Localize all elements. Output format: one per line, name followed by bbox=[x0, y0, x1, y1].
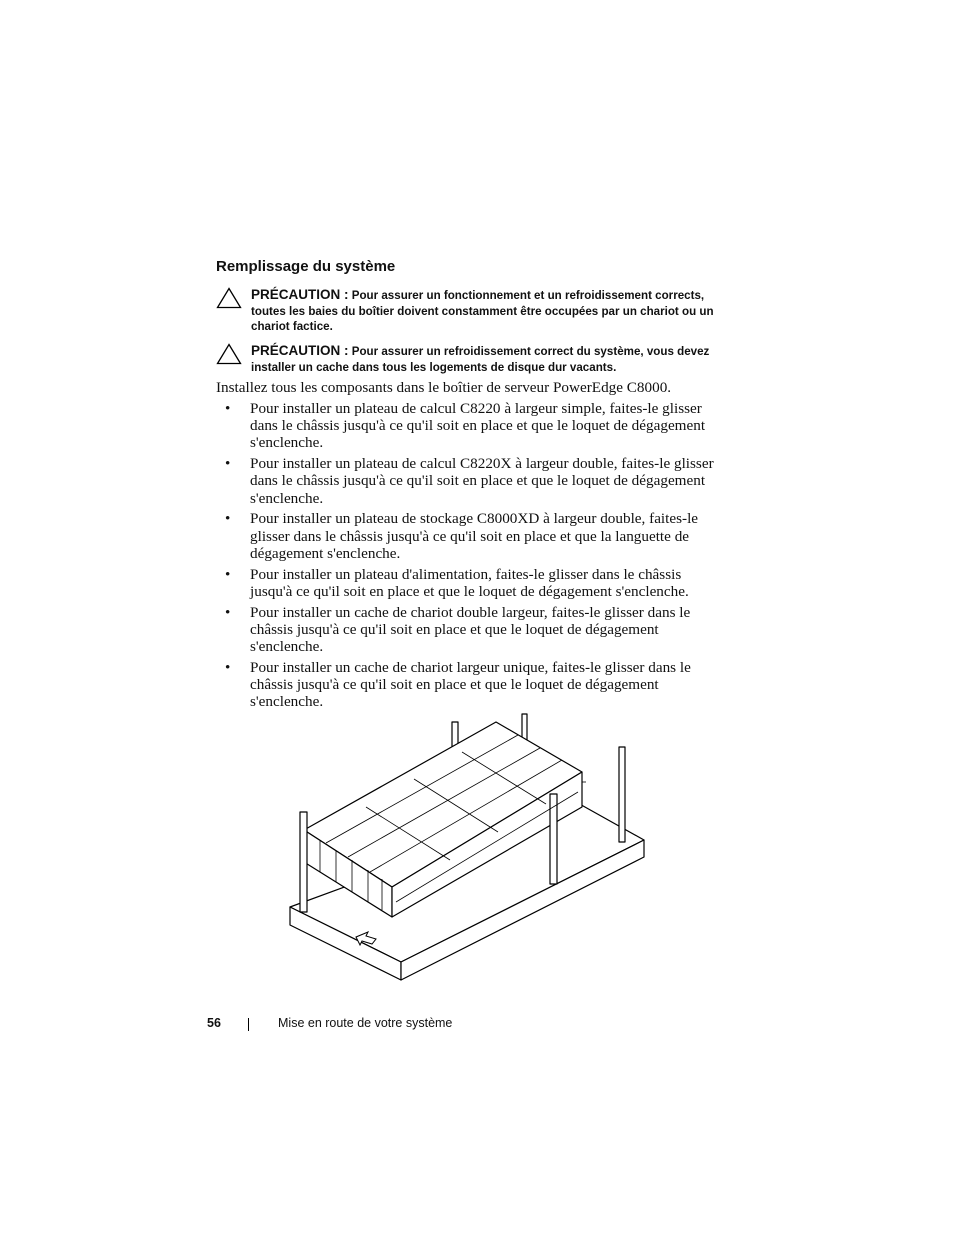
caution-icon bbox=[216, 287, 242, 309]
list-item-text: Pour installer un plateau de calcul C8220 à largeur simple, faites-le glisser dans le châssis jusqu'à ce qu'il soit en place et que le loquet de dégagement s'enclenche. bbox=[250, 400, 706, 452]
chassis-installation-illustration bbox=[286, 712, 656, 984]
caution-icon bbox=[216, 343, 242, 365]
intro-paragraph: Installez tous les composants dans le boîtier de serveur PowerEdge C8000. bbox=[216, 379, 672, 396]
list-item: • Pour installer un plateau de calcul C8220X à largeur double, faites-le glisser dans le châssis jusqu'à ce qu'il soit en place et que le loquet de dégagement s'enclenche. bbox=[225, 455, 714, 507]
list-item-text: Pour installer un plateau de calcul C8220X à largeur double, faites-le glisser dans le châssis jusqu'à ce qu'il soit en place et que le loquet de dégagement s'enclenche. bbox=[250, 455, 714, 507]
list-item-text: Pour installer un plateau de stockage C8000XD à largeur double, faites-le glisser dans le châssis jusqu'à ce qu'il soit en place et que la languette de dégagement s'enclenche. bbox=[250, 510, 699, 562]
bullet-list bbox=[216, 400, 716, 714]
caution-text: Pour assurer un refroidissement correct du système, vous devez installer un cache dans tous les logements de disque dur vacants. bbox=[251, 345, 710, 374]
list-item-text: Pour installer un cache de chariot largeur unique, faites-le glisser dans le châssis jusqu'à ce qu'il soit en place et que le loquet de dégagement s'enclenche. bbox=[250, 658, 691, 711]
rack-post bbox=[550, 794, 557, 884]
footer-separator bbox=[248, 1018, 249, 1031]
page-number: 56 bbox=[207, 1016, 221, 1030]
list-item: • Pour installer un plateau d'alimentation, faites-le glisser dans le châssis jusqu'à ce qu'il soit en place et que le loquet de dégagement s'enclenche. bbox=[225, 565, 689, 600]
footer-title: Mise en route de votre système bbox=[278, 1016, 453, 1030]
list-item: • Pour installer un plateau de calcul C8220 à largeur simple, faites-le glisser dans le châssis jusqu'à ce qu'il soit en place et que le loquet de dégagement s'enclenche. bbox=[225, 400, 706, 452]
caution-label: PRÉCAUTION : bbox=[251, 287, 349, 302]
list-item: • Pour installer un cache de chariot double largeur, faites-le glisser dans le châssis jusqu'à ce qu'il soit en place et que le loquet de dégagement s'enclenche. bbox=[225, 603, 691, 656]
rack-post bbox=[300, 812, 307, 912]
section-title: Remplissage du système bbox=[216, 258, 396, 275]
rack-post bbox=[619, 747, 625, 842]
list-item: • Pour installer un plateau de stockage C8000XD à largeur double, faites-le glisser dans le châssis jusqu'à ce qu'il soit en place et que la languette de dégagement s'enclenche. bbox=[225, 510, 699, 562]
list-item-text: Pour installer un cache de chariot double largeur, faites-le glisser dans le châssis jusqu'à ce qu'il soit en place et que le loquet de dégagement s'enclenche. bbox=[250, 603, 691, 656]
caution-text: Pour assurer un fonctionnement et un refroidissement corrects, toutes les baies du boîtier doivent constamment être occupées par un chariot ou un chariot factice. bbox=[251, 289, 714, 333]
list-item: • Pour installer un cache de chariot largeur unique, faites-le glisser dans le châssis jusqu'à ce qu'il soit en place et que le loquet de dégagement s'enclenche. bbox=[225, 658, 691, 711]
caution-label: PRÉCAUTION : bbox=[251, 343, 349, 358]
list-item-text: Pour installer un plateau d'alimentation, faites-le glisser dans le châssis jusqu'à ce qu'il soit en place et que le loquet de dégagement s'enclenche. bbox=[250, 565, 689, 600]
